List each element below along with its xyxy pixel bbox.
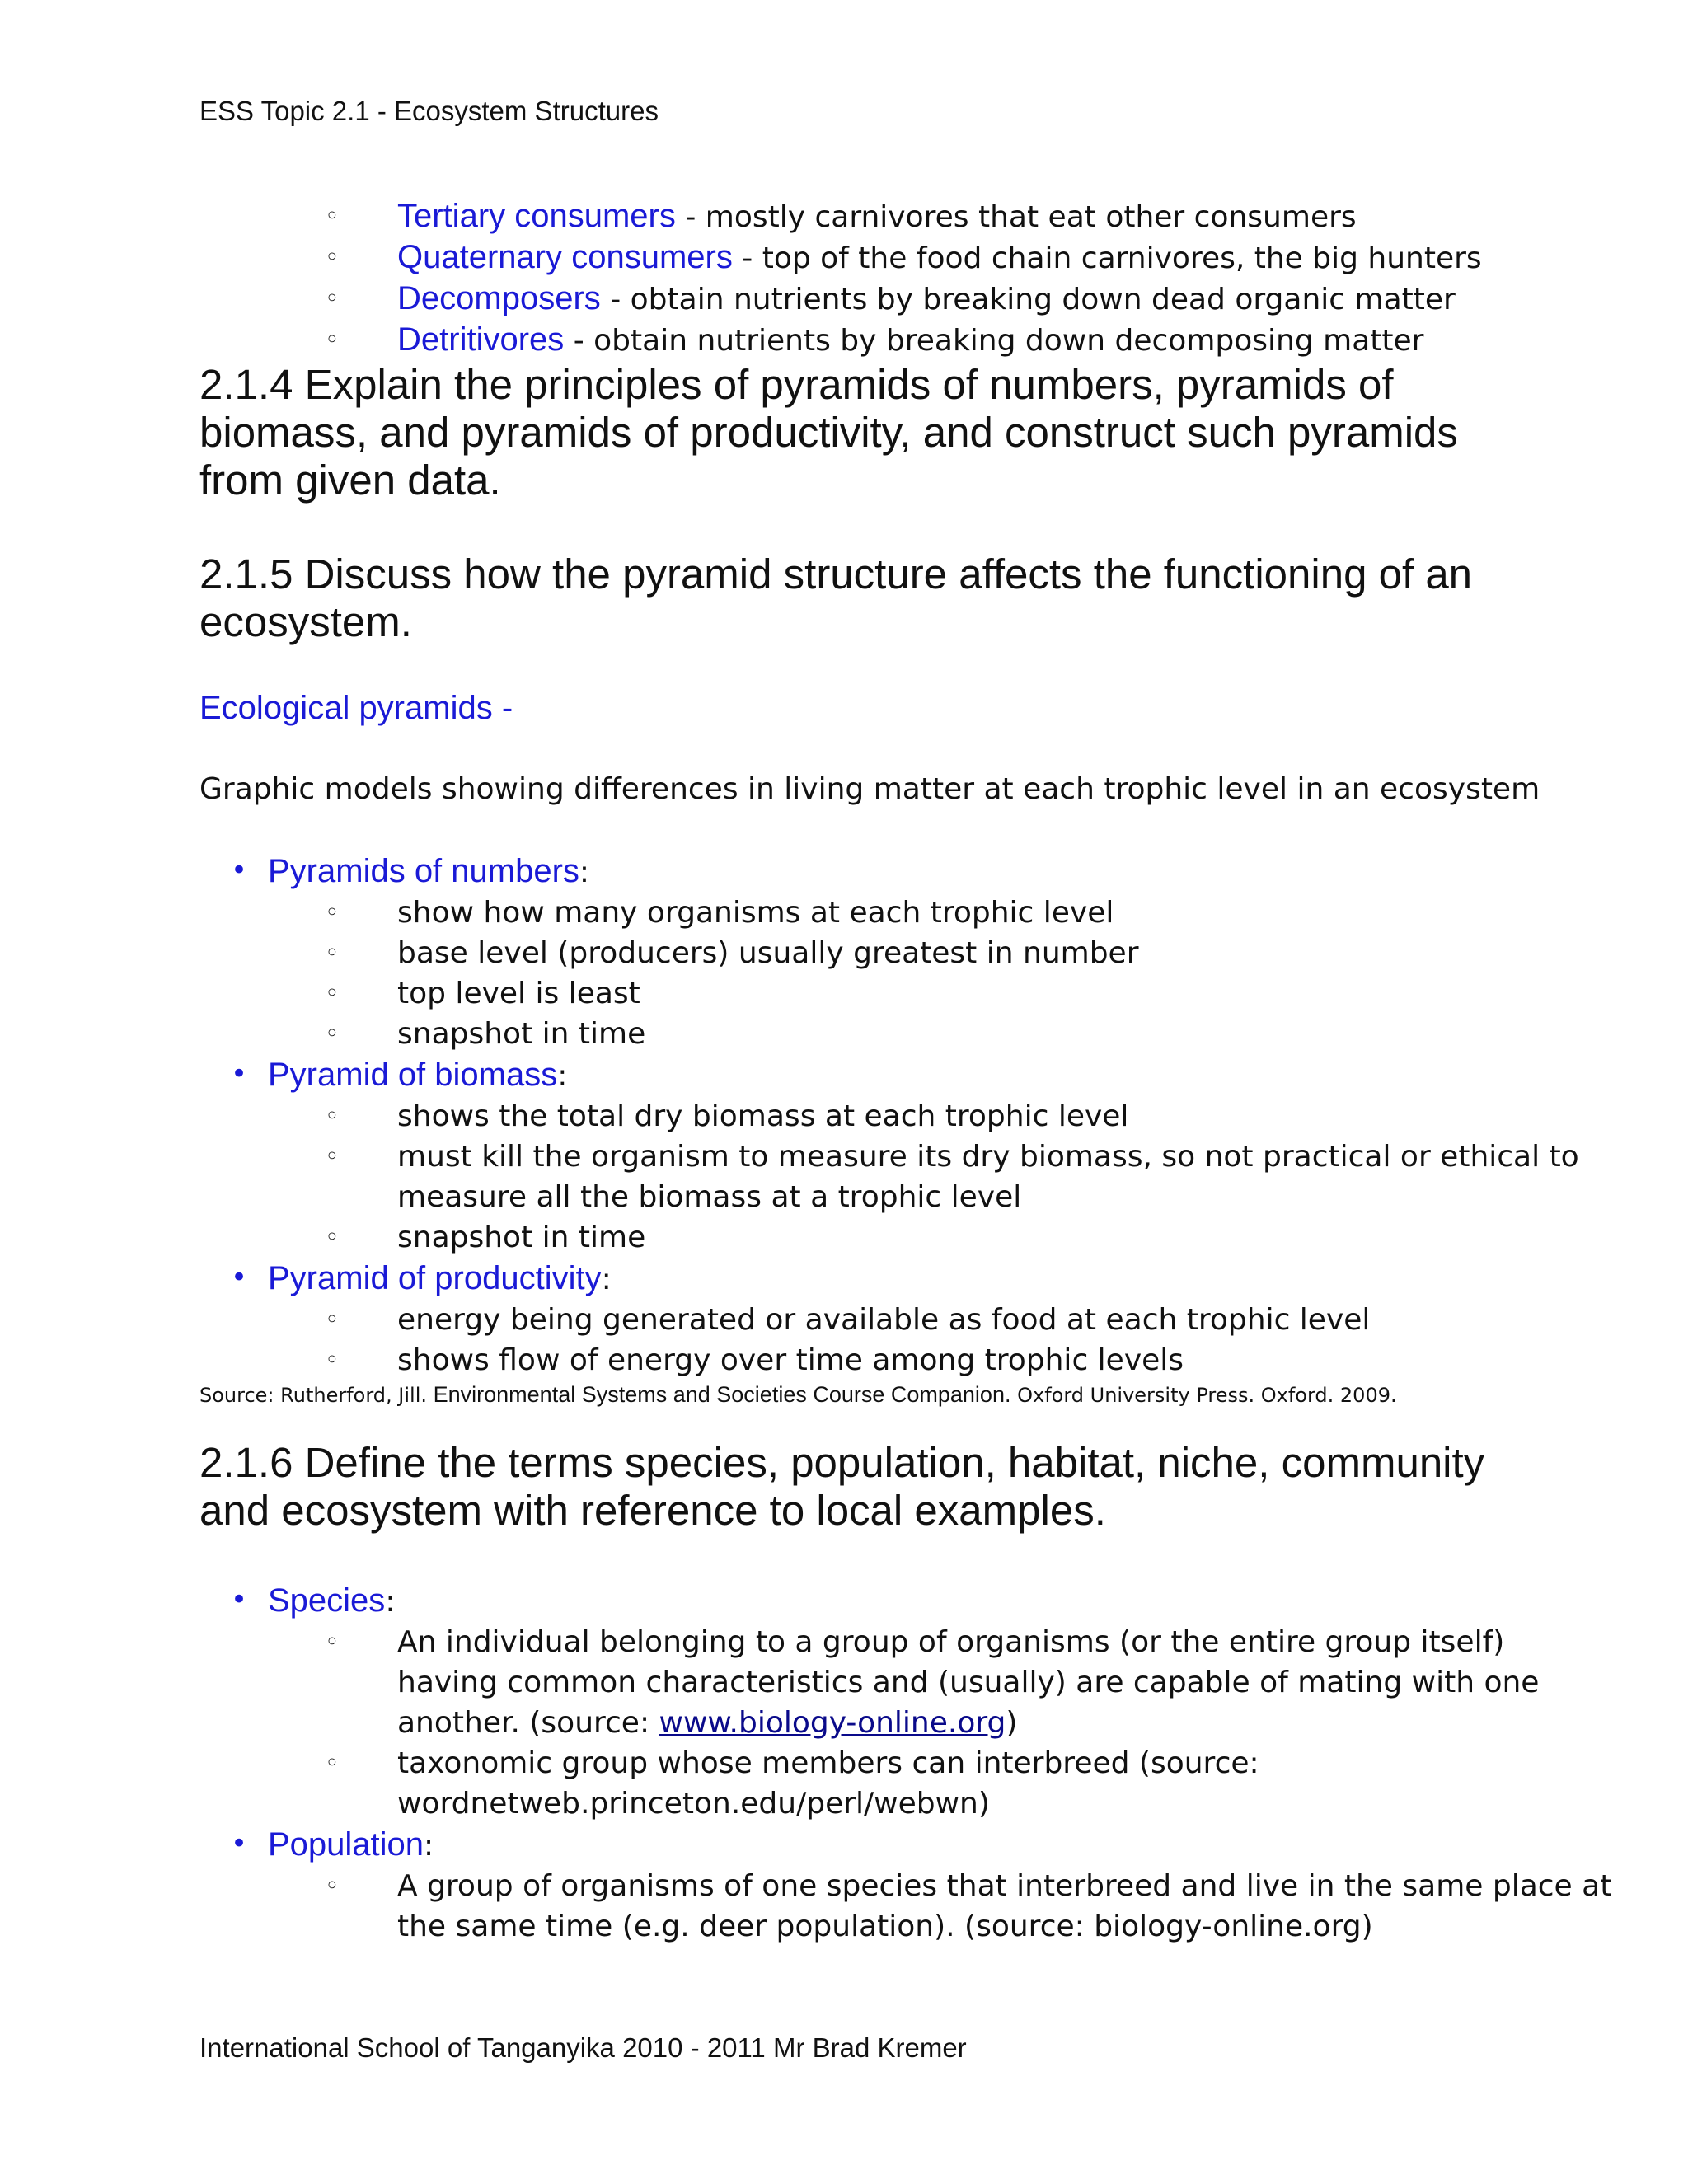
item-text: top level is least bbox=[397, 977, 640, 1010]
source-suffix: ) bbox=[1006, 1706, 1018, 1740]
pyramid-types-list bbox=[199, 851, 1579, 1380]
term-species: Species bbox=[268, 1582, 386, 1619]
term-pyramids-of-numbers: Pyramids of numbers bbox=[268, 853, 579, 889]
consumer-list bbox=[199, 196, 1518, 361]
heading-line: 2.1.5 Discuss how the pyramid structure affects the functioning of an bbox=[199, 551, 1473, 598]
heading-line: from given data. bbox=[199, 457, 501, 504]
item-text: snapshot in time bbox=[397, 1221, 646, 1254]
list-item bbox=[199, 279, 1518, 320]
term-dash: - bbox=[492, 690, 513, 726]
list-item bbox=[199, 1014, 1518, 1054]
list-item bbox=[199, 893, 1518, 933]
bullet-pyramids-of-numbers bbox=[199, 851, 1518, 893]
ecological-pyramids-description: Graphic models showing differences in living matter at each trophic level in an ecosystem bbox=[199, 772, 1540, 806]
list-item bbox=[199, 1300, 1518, 1340]
definitions-list bbox=[199, 1580, 1612, 1947]
page-header: ESS Topic 2.1 - Ecosystem Structures bbox=[199, 96, 659, 126]
list-item bbox=[199, 933, 1518, 973]
term-decomposers: Decomposers bbox=[397, 280, 601, 316]
heading-line: biomass, and pyramids of productivity, and construct such pyramids bbox=[199, 409, 1458, 456]
term-description: - top of the food chain carnivores, the big hunters bbox=[732, 241, 1482, 275]
item-text: shows flow of energy over time among trophic levels bbox=[397, 1343, 1184, 1377]
list-item bbox=[199, 973, 1518, 1014]
list-item bbox=[199, 1217, 1518, 1258]
list-item bbox=[199, 1340, 1518, 1380]
item-text: ◦ taxonomic group whose members can interbreed (source: bbox=[397, 1746, 1259, 1780]
term-ecological-pyramids: Ecological pyramids bbox=[199, 690, 493, 726]
term-pyramid-of-biomass: Pyramid of biomass bbox=[268, 1057, 558, 1093]
item-text: energy being generated or available as food at each trophic level bbox=[397, 1303, 1371, 1337]
item-text: base level (producers) usually greatest in number bbox=[397, 936, 1139, 970]
heading-line: 2.1.6 Define the terms species, population, habitat, niche, community bbox=[199, 1439, 1485, 1486]
citation-publisher: Oxford University Press. Oxford. 2009. bbox=[1010, 1384, 1397, 1407]
bullet-species bbox=[199, 1580, 1518, 1622]
item-text: snapshot in time bbox=[397, 1017, 646, 1051]
list-item bbox=[199, 1866, 1612, 1947]
page-footer: International School of Tanganyika 2010 - 2011 Mr Brad Kremer bbox=[199, 2032, 967, 2063]
item-text: ◦ An individual belonging to a group of organisms (or the entire group itself) bbox=[397, 1625, 1505, 1659]
page-content bbox=[199, 196, 1612, 1947]
biology-online-link[interactable]: www.biology-online.org bbox=[659, 1706, 1006, 1740]
term-pyramid-of-productivity: Pyramid of productivity bbox=[268, 1260, 602, 1296]
heading-line: 2.1.4 Explain the principles of pyramids of numbers, pyramids of bbox=[199, 361, 1394, 408]
colon: : bbox=[385, 1585, 396, 1619]
term-description: - mostly carnivores that eat other consumers bbox=[675, 200, 1357, 234]
term-description: - obtain nutrients by breaking down decomposing matter bbox=[564, 324, 1424, 358]
heading-line: and ecosystem with reference to local examples. bbox=[199, 1487, 1106, 1534]
term-quaternary-consumers: Quaternary consumers bbox=[397, 239, 733, 275]
colon: : bbox=[579, 855, 590, 889]
term-description: - obtain nutrients by breaking down dead organic matter bbox=[600, 283, 1456, 316]
colon: : bbox=[557, 1059, 568, 1093]
bullet-pyramid-of-biomass bbox=[199, 1054, 1518, 1096]
list-item bbox=[199, 196, 1518, 237]
item-text: ◦ must kill the organism to measure its dry biomass, so not practical or ethical to bbox=[397, 1140, 1579, 1174]
heading-line: ecosystem. bbox=[199, 598, 412, 645]
colon: : bbox=[601, 1263, 612, 1296]
list-item bbox=[199, 1622, 1540, 1743]
term-population: Population bbox=[268, 1826, 424, 1863]
list-item bbox=[199, 1137, 1579, 1217]
item-text: having common characteristics and (usually) are capable of mating with one bbox=[397, 1666, 1540, 1699]
list-item bbox=[199, 1743, 1518, 1824]
bullet-population bbox=[199, 1824, 1518, 1866]
ecological-pyramids-title bbox=[199, 687, 1518, 729]
term-detritivores: Detritivores bbox=[397, 321, 565, 358]
item-text: the same time (e.g. deer population). (source: biology-online.org) bbox=[397, 1910, 1373, 1943]
item-text: show how many organisms at each trophic level bbox=[397, 896, 1114, 930]
colon: : bbox=[424, 1829, 434, 1863]
item-text: shows the total dry biomass at each trophic level bbox=[397, 1099, 1129, 1133]
item-text: measure all the biomass at a trophic level bbox=[397, 1180, 1022, 1214]
item-text: ◦ A group of organisms of one species that interbreed and live in the same place at bbox=[397, 1869, 1612, 1903]
list-item bbox=[199, 1096, 1518, 1137]
heading-2-1-5 bbox=[199, 551, 1518, 646]
heading-2-1-6 bbox=[199, 1439, 1518, 1535]
item-text bbox=[397, 1703, 1518, 1743]
bullet-pyramid-of-productivity bbox=[199, 1258, 1518, 1300]
item-text: wordnetweb.princeton.edu/perl/webwn) bbox=[397, 1787, 990, 1821]
list-item bbox=[199, 237, 1518, 279]
list-item bbox=[199, 320, 1518, 361]
source-citation bbox=[199, 1380, 1518, 1409]
citation-author: Source: Rutherford, Jill. bbox=[199, 1384, 434, 1407]
source-prefix: another. (source: bbox=[397, 1706, 659, 1740]
citation-book-title: Environmental Systems and Societies Course Companion. bbox=[433, 1382, 1011, 1407]
term-tertiary-consumers: Tertiary consumers bbox=[397, 198, 676, 234]
heading-2-1-4 bbox=[199, 361, 1518, 504]
